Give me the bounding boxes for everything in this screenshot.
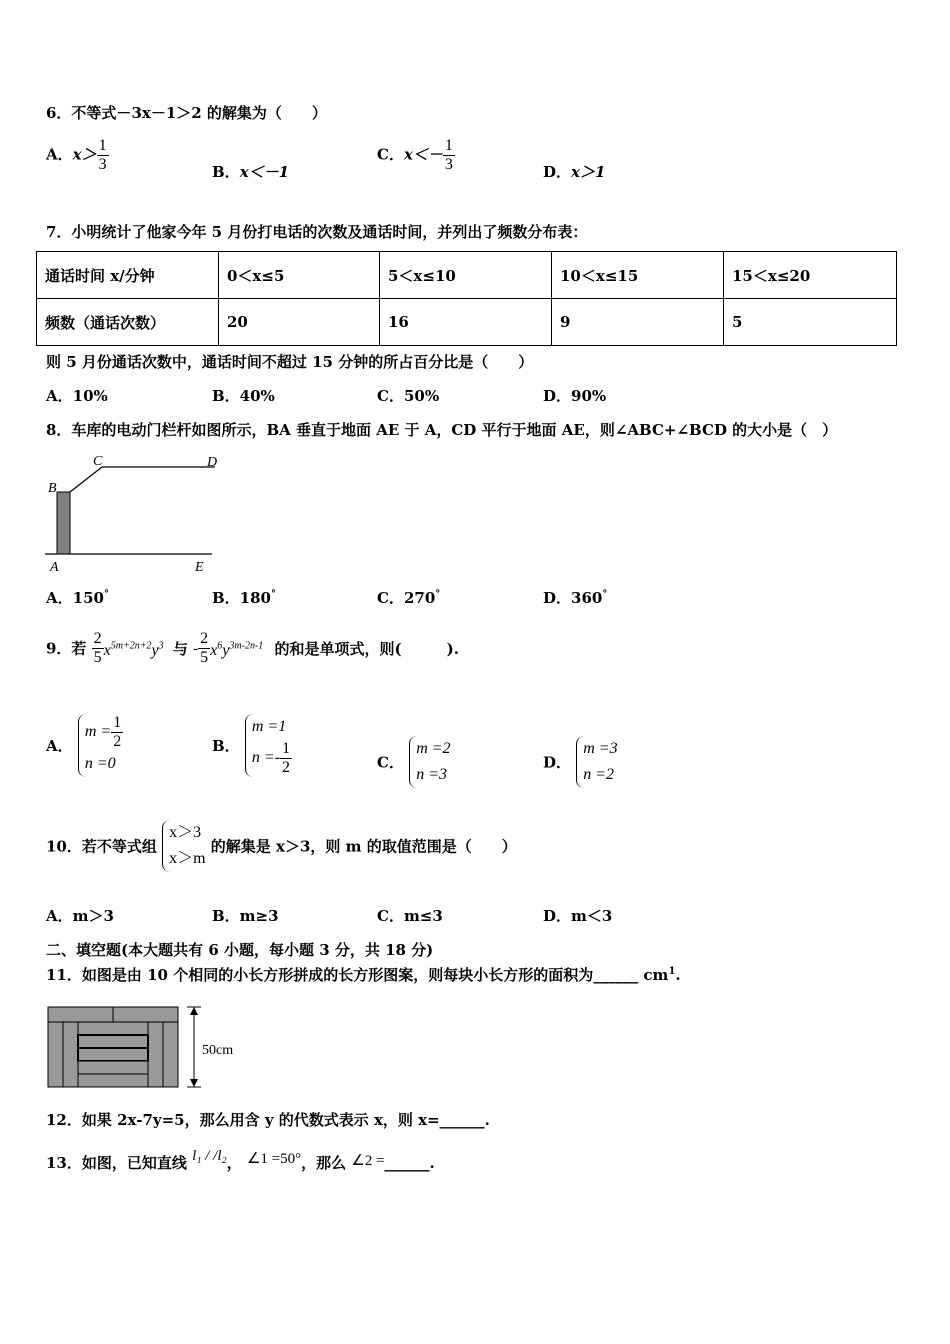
q9-option-a[interactable]: A． m = $\frac{1}{2}$ n =0 [46, 714, 123, 777]
q9-stem: 9．若 $\frac{2}{5}$ $x^{5m+2n+2}y^3$ 与 - $\frac{2}{5}$ $x^6y^{3m-2n-1}$ 的和是单项式，则( ). [46, 630, 459, 666]
q7-followup: 则 5 月份通话次数中，通话时间不超过 15 分钟的所占百分比是（ ） [46, 353, 534, 371]
option-prefix: x＜－ [403, 145, 443, 164]
table-row [37, 252, 897, 299]
q13-stem: 13．如图，已知直线 l₁ / /l₂， ∠1 =50°，那么 ∠2 =______. [46, 1148, 435, 1172]
parallel-lines: l₁ / /l₂ [192, 1148, 227, 1164]
fraction: $\frac{2}{5}$ [200, 630, 209, 666]
option-label: A． [46, 145, 73, 164]
inequality-system: x＞3 x＞m [162, 820, 205, 872]
table-cell: 16 [380, 299, 552, 346]
q10-option-c[interactable]: C．m≤3 [377, 907, 443, 925]
dimension-label: 50cm [202, 1043, 234, 1058]
q8-option-c[interactable]: C．270° [377, 589, 441, 607]
fraction: $\frac{1}{3}$ [98, 137, 107, 173]
angle-1: ∠1 =50° [246, 1151, 302, 1167]
q6-option-b[interactable] [212, 161, 289, 182]
equation-system: m =1 n =- $\frac{1}{2}$ [245, 714, 292, 777]
q11-stem: 11．如图是由 10 个相同的小长方形拼成的长方形图案，则每块小长方形的面积为______ $cm^1$. [46, 966, 681, 984]
q7-option-c[interactable]: C．50% [377, 387, 440, 405]
q8-option-d[interactable]: D．360° [543, 589, 608, 607]
q6-stem: 6．不等式－3x－1＞2 的解集为（ ） [46, 104, 327, 122]
label-e: E [195, 560, 204, 575]
q6-option-c[interactable] [377, 137, 455, 174]
equation-system: m =3 n =2 [576, 736, 617, 788]
label-a: A [50, 560, 59, 575]
degree-sign: ° [602, 589, 608, 600]
option-label: C． [377, 145, 404, 164]
option-prefix: x＞ [72, 145, 97, 164]
table-row [37, 299, 897, 346]
q8-option-a[interactable]: A．150° [46, 589, 109, 607]
q8-option-b[interactable]: B．180° [212, 589, 276, 607]
table-cell: 20 [219, 299, 380, 346]
option-text: x＜－1 [239, 163, 290, 181]
table-cell: 频数（通话次数） [37, 299, 219, 346]
option-text: x＞1 [571, 163, 606, 181]
gate-figure [40, 450, 230, 575]
degree-sign: ° [435, 589, 441, 600]
q7-option-a[interactable]: A．10% [46, 387, 108, 405]
q10-stem: 10．若不等式组 x＞3 x＞m 的解集是 x＞3，则 m 的取值范围是（ ） [46, 820, 517, 872]
equation-system: m =2 n =3 [409, 736, 450, 788]
fraction: $\frac{2}{5}$ [93, 630, 102, 666]
q6-option-a[interactable] [46, 137, 109, 174]
option-label: D． [543, 163, 572, 181]
table-cell: 5＜x≤10 [380, 252, 552, 299]
q6-option-d[interactable] [543, 161, 605, 182]
section-heading: 二、填空题(本大题共有 6 小题，每小题 3 分，共 18 分) [46, 941, 434, 959]
table-cell: 10＜x≤15 [552, 252, 724, 299]
q12-stem: 12．如果 2x-7y=5，那么用含 y 的代数式表示 x，则 x=______. [46, 1111, 490, 1129]
q10-option-b[interactable]: B．m≥3 [212, 907, 279, 925]
equation-system: m = $\frac{1}{2}$ n =0 [78, 714, 123, 777]
rectangle-pattern-figure [44, 1002, 254, 1092]
fraction: $\frac{1}{3}$ [444, 137, 453, 173]
degree-sign: ° [103, 589, 109, 600]
label-d: D [207, 455, 218, 470]
frequency-table [36, 251, 897, 346]
table-cell: 5 [724, 299, 897, 346]
q9-option-d[interactable]: D． m =3 n =2 [543, 736, 618, 788]
q7-option-b[interactable]: B．40% [212, 387, 275, 405]
angle-2: ∠2 = [351, 1153, 385, 1169]
option-label: B． [212, 163, 240, 181]
q10-option-a[interactable]: A．m＞3 [46, 907, 114, 925]
q8-stem: 8．车库的电动门栏杆如图所示，BA 垂直于地面 AE 于 A，CD 平行于地面 AE，则∠ABC+∠BCD 的大小是（ ） [46, 421, 838, 439]
label-c: C [93, 454, 103, 469]
q7-option-d[interactable]: D．90% [543, 387, 607, 405]
label-b: B [48, 481, 57, 496]
table-cell: 9 [552, 299, 724, 346]
table-cell: 通话时间 x/分钟 [37, 252, 219, 299]
degree-sign: ° [271, 589, 276, 600]
q10-option-d[interactable]: D．m＜3 [543, 907, 613, 925]
q7-stem: 7．小明统计了他家今年 5 月份打电话的次数及通话时间，并列出了频数分布表： [46, 223, 588, 241]
q9-option-c[interactable]: C． m =2 n =3 [377, 736, 451, 788]
table-cell: 0＜x≤5 [219, 252, 380, 299]
q9-option-b[interactable]: B． m =1 n =- $\frac{1}{2}$ [212, 714, 292, 777]
answer-blank[interactable]: ______. [384, 1154, 435, 1172]
table-cell: 15＜x≤20 [724, 252, 897, 299]
